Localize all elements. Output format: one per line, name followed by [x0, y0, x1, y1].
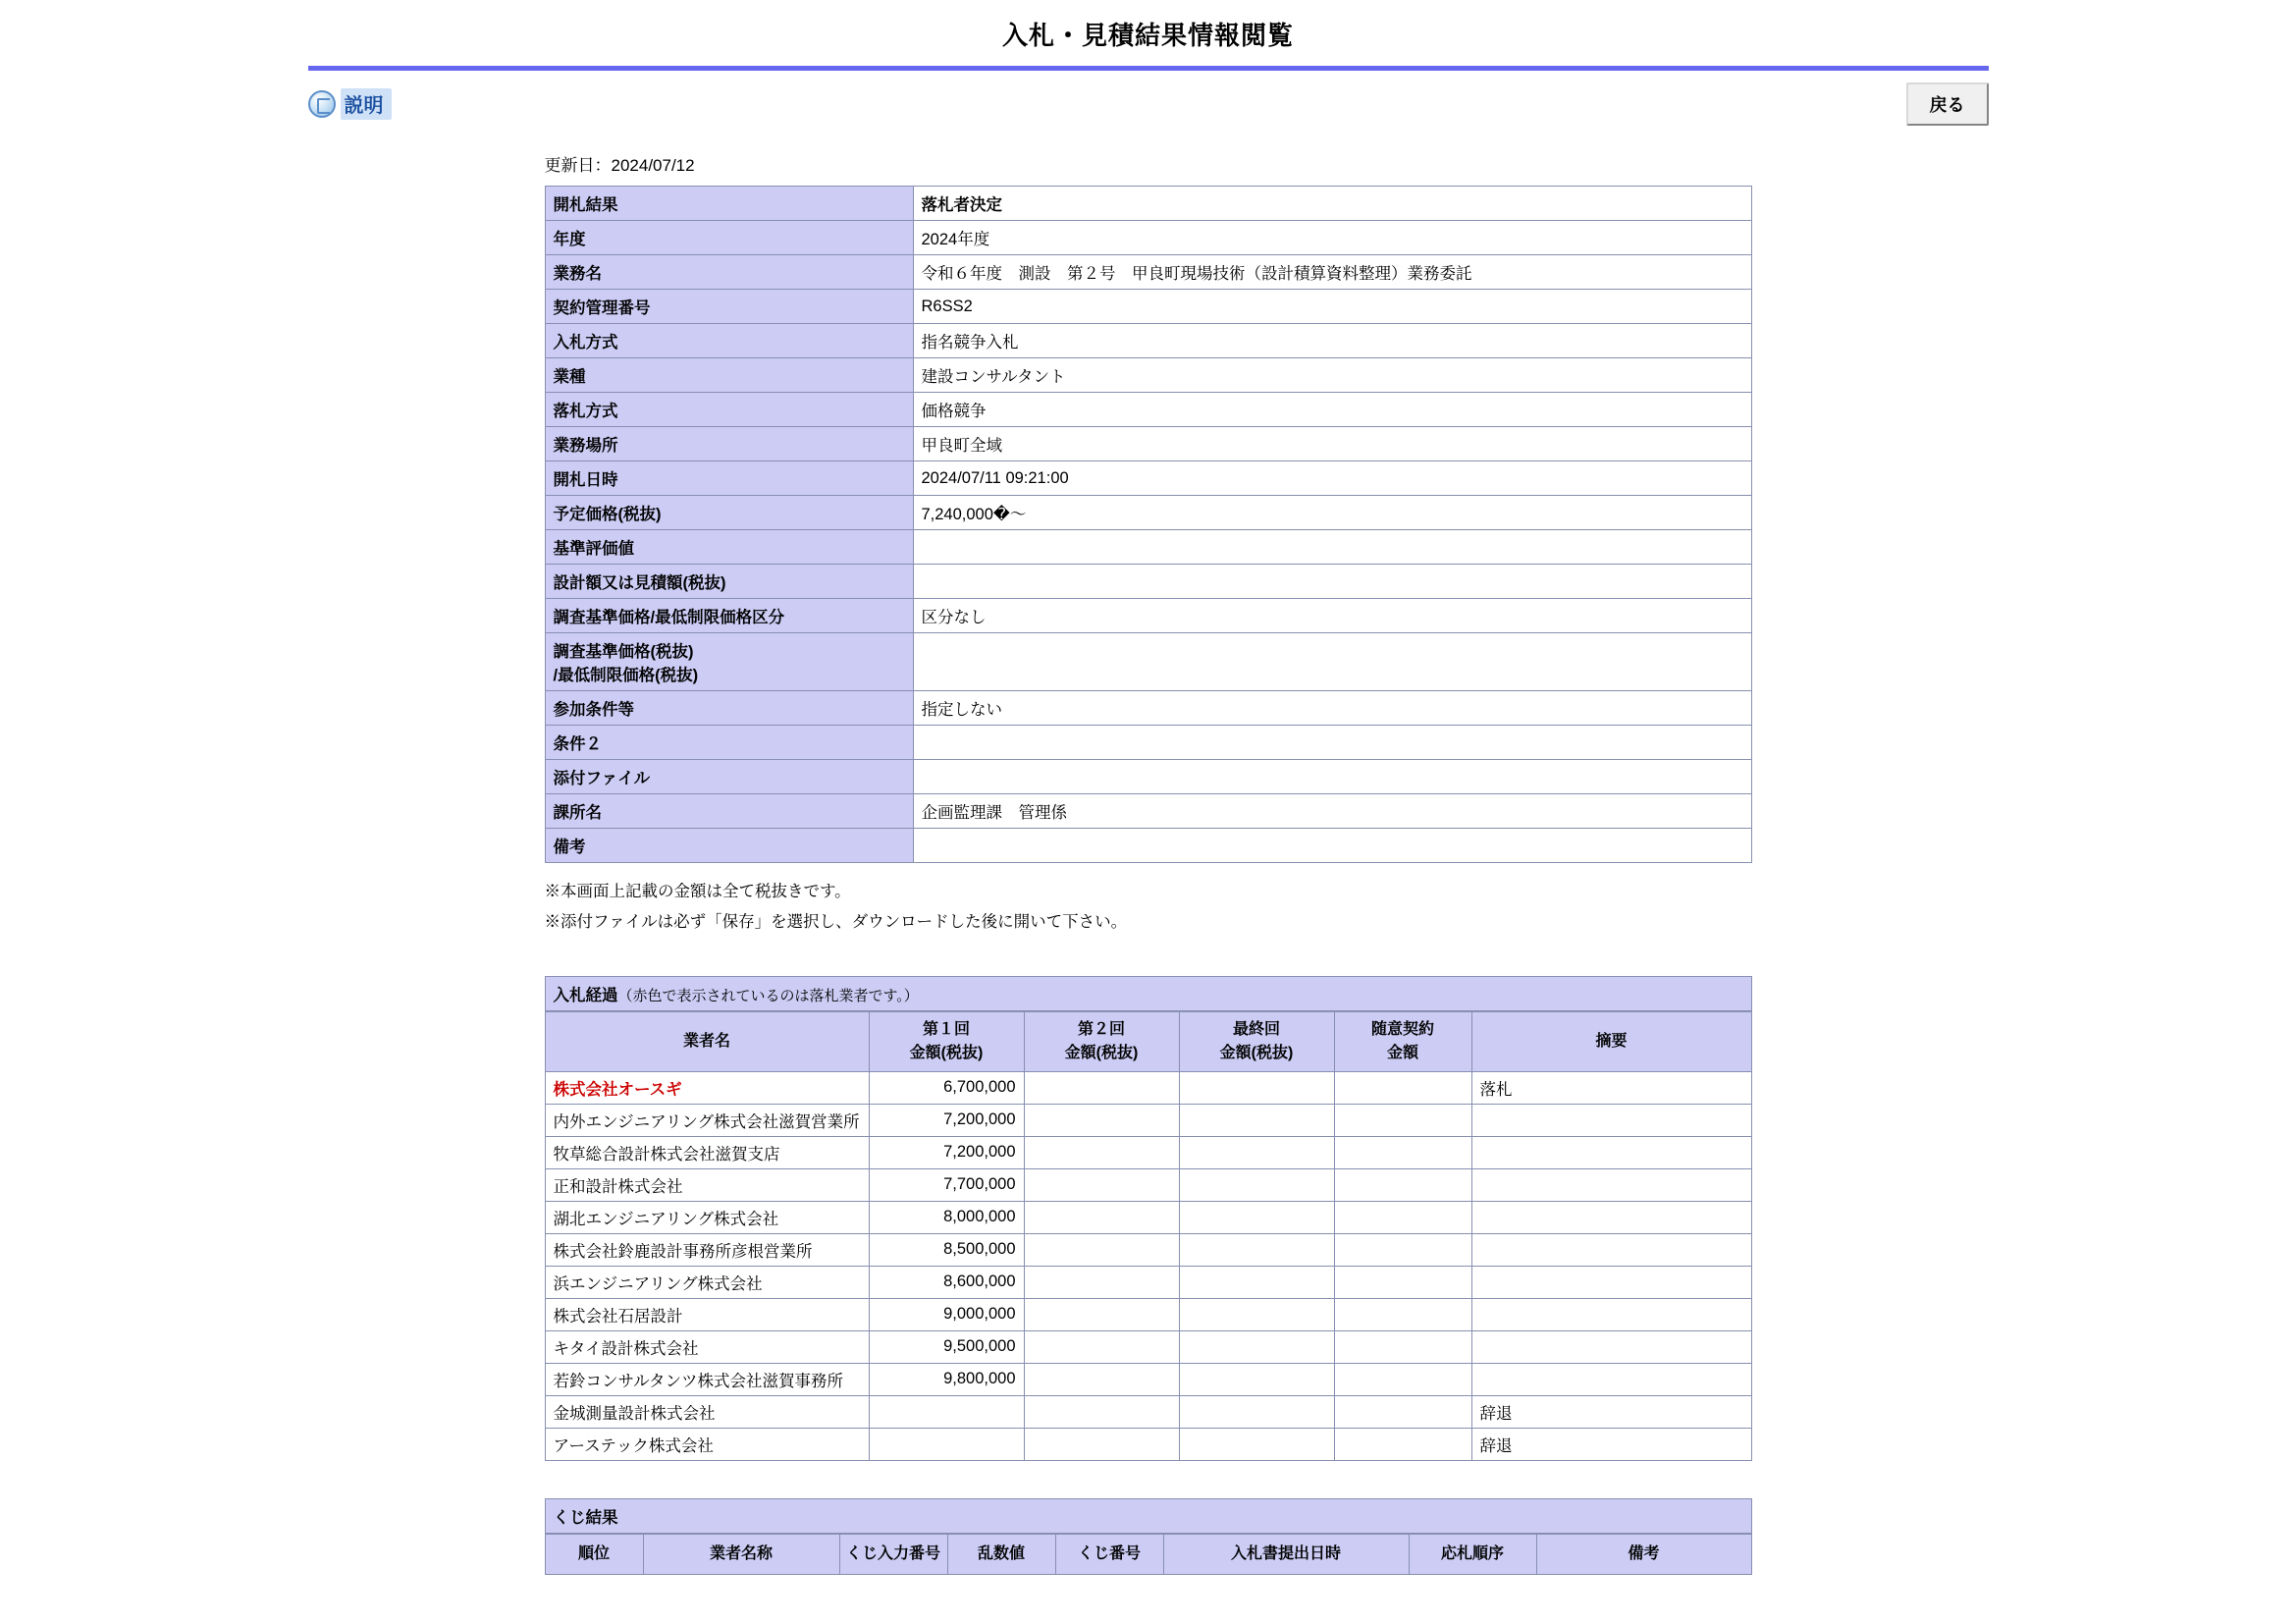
table-row: [545, 1298, 1751, 1330]
bid-column-header: [1334, 1011, 1471, 1071]
bid-cell-nego: [1334, 1330, 1471, 1363]
table-row: [545, 1395, 1751, 1428]
bid-cell-remark: [1471, 1136, 1751, 1168]
info-row-value: 指名競争入札: [913, 324, 1751, 358]
lottery-column-header: 順位: [545, 1534, 643, 1574]
info-row: [545, 829, 1751, 863]
info-row-value: 区分なし: [913, 599, 1751, 633]
info-row: [545, 794, 1751, 829]
bid-cell-r1: 9,500,000: [869, 1330, 1024, 1363]
bid-cell-r1: 8,500,000: [869, 1233, 1024, 1266]
info-row-value: R6SS2: [913, 290, 1751, 324]
lottery-column-header: 業者名称: [643, 1534, 839, 1574]
info-row-label: 基準評価値: [545, 530, 913, 565]
bid-column-header-line1: 業者名: [682, 1032, 730, 1050]
bid-cell-r1: [869, 1428, 1024, 1460]
info-row-value: 7,240,000�～: [913, 496, 1751, 530]
bid-column-header: [1179, 1011, 1334, 1071]
bid-cell-r2: [1024, 1363, 1179, 1395]
info-row: [545, 290, 1751, 324]
table-row: [545, 1428, 1751, 1460]
info-row-value: 企画監理課 管理係: [913, 794, 1751, 829]
info-row: [545, 726, 1751, 760]
bid-cell-nego: [1334, 1233, 1471, 1266]
bid-column-header: [545, 1011, 869, 1071]
bid-cell-r1: 8,600,000: [869, 1266, 1024, 1298]
bid-cell-company: 正和設計株式会社: [545, 1168, 869, 1201]
bid-cell-nego: [1334, 1428, 1471, 1460]
bid-process-header: [545, 976, 1752, 1011]
info-row-label: 契約管理番号: [545, 290, 913, 324]
table-row: [545, 1136, 1751, 1168]
info-row: [545, 393, 1751, 427]
bid-cell-final: [1179, 1266, 1334, 1298]
info-row-label: 開札結果: [545, 187, 913, 221]
bid-cell-company: 株式会社オースギ: [545, 1071, 869, 1104]
bid-column-header-line1: 第１回: [922, 1020, 970, 1038]
bid-cell-nego: [1334, 1071, 1471, 1104]
bid-cell-r2: [1024, 1136, 1179, 1168]
info-row: [545, 427, 1751, 461]
note-line: ※本画面上記載の金額は全て税抜きです。: [544, 883, 851, 900]
bid-cell-company: 内外エンジニアリング株式会社滋賀営業所: [545, 1104, 869, 1136]
table-row: [545, 1233, 1751, 1266]
bid-cell-company: 株式会社鈴鹿設計事務所彦根営業所: [545, 1233, 869, 1266]
info-row-label: 落札方式: [545, 393, 913, 427]
bid-cell-nego: [1334, 1266, 1471, 1298]
bid-cell-final: [1179, 1136, 1334, 1168]
bid-cell-final: [1179, 1298, 1334, 1330]
bid-column-header: [1471, 1011, 1751, 1071]
notes-block: [545, 877, 1752, 939]
info-row-label: 入札方式: [545, 324, 913, 358]
info-row-label: 設計額又は見積額(税抜): [545, 565, 913, 599]
info-row-label: 調査基準価格/最低制限価格区分: [545, 599, 913, 633]
info-row: [545, 461, 1751, 496]
help-link[interactable]: [308, 88, 392, 120]
info-row: [545, 565, 1751, 599]
bid-cell-company: 牧草総合設計株式会社滋賀支店: [545, 1136, 869, 1168]
table-row: [545, 1363, 1751, 1395]
bid-column-header: [1024, 1011, 1179, 1071]
info-row-label: 開札日時: [545, 461, 913, 496]
bid-cell-r2: [1024, 1168, 1179, 1201]
bid-column-header-line1: 随意契約: [1370, 1020, 1434, 1038]
bid-cell-company: アーステック株式会社: [545, 1428, 869, 1460]
bid-process-title: 入札経過: [553, 986, 618, 1004]
lottery-header-row: [545, 1534, 1751, 1574]
bid-process-table: [545, 1011, 1752, 1461]
help-label: 説明: [341, 88, 392, 120]
note-line: ※添付ファイルは必ず「保存」を選択し、ダウンロードした後に開いて下さい。: [544, 913, 1128, 932]
info-row-value: 甲良町全域: [913, 427, 1751, 461]
bid-cell-remark: 落札: [1471, 1071, 1751, 1104]
info-row-value: [913, 633, 1751, 691]
bid-column-header-line2: 金額(税抜): [909, 1044, 984, 1061]
lottery-column-header: 備考: [1536, 1534, 1751, 1574]
bid-cell-r2: [1024, 1071, 1179, 1104]
bid-cell-r1: 7,200,000: [869, 1104, 1024, 1136]
bid-cell-company: 金城測量設計株式会社: [545, 1395, 869, 1428]
bid-cell-nego: [1334, 1298, 1471, 1330]
info-row: [545, 358, 1751, 393]
bid-column-header-line1: 最終回: [1232, 1020, 1280, 1038]
bid-cell-remark: [1471, 1266, 1751, 1298]
info-row-label: 年度: [545, 221, 913, 255]
bid-cell-r2: [1024, 1428, 1179, 1460]
table-row: [545, 1330, 1751, 1363]
bid-process-subtitle: （赤色で表示されているのは落札業者です。）: [617, 987, 919, 1004]
bid-cell-final: [1179, 1071, 1334, 1104]
lottery-header: [545, 1498, 1752, 1534]
lottery-column-header: 入札書提出日時: [1163, 1534, 1409, 1574]
info-row-value: 2024/07/11 09:21:00: [913, 461, 1751, 496]
bid-cell-remark: 辞退: [1471, 1395, 1751, 1428]
info-row-value: [913, 565, 1751, 599]
info-row-value: [913, 829, 1751, 863]
bid-cell-remark: [1471, 1298, 1751, 1330]
bid-column-header-line2: 金額(税抜): [1064, 1044, 1139, 1061]
info-row-label: 業種: [545, 358, 913, 393]
bid-cell-remark: [1471, 1168, 1751, 1201]
bid-cell-nego: [1334, 1395, 1471, 1428]
info-row: [545, 691, 1751, 726]
bid-cell-r2: [1024, 1330, 1179, 1363]
bid-cell-r2: [1024, 1233, 1179, 1266]
info-row: [545, 760, 1751, 794]
info-row-label: 予定価格(税抜): [545, 496, 913, 530]
table-row: [545, 1201, 1751, 1233]
bid-table-header-row: [545, 1011, 1751, 1071]
info-row-value: 2024年度: [913, 221, 1751, 255]
bid-column-header-line1: 第２回: [1077, 1020, 1125, 1038]
info-row-value: 建設コンサルタント: [913, 358, 1751, 393]
bid-cell-nego: [1334, 1201, 1471, 1233]
bid-cell-remark: 辞退: [1471, 1428, 1751, 1460]
info-row: [545, 633, 1751, 691]
table-row: [545, 1071, 1751, 1104]
info-row-label: 備考: [545, 829, 913, 863]
bid-cell-final: [1179, 1428, 1334, 1460]
bid-cell-r1: 7,200,000: [869, 1136, 1024, 1168]
bid-cell-r1: 6,700,000: [869, 1071, 1024, 1104]
bid-cell-r1: 7,700,000: [869, 1168, 1024, 1201]
title-divider: [308, 66, 1989, 71]
bid-cell-r2: [1024, 1298, 1179, 1330]
bid-cell-remark: [1471, 1363, 1751, 1395]
content: [545, 151, 1752, 1575]
bid-cell-final: [1179, 1395, 1334, 1428]
update-date: 更新日：2024/07/12: [544, 156, 695, 175]
bid-cell-nego: [1334, 1136, 1471, 1168]
info-row: [545, 221, 1751, 255]
lottery-table: [545, 1534, 1752, 1575]
info-row-value: [913, 530, 1751, 565]
bid-cell-final: [1179, 1233, 1334, 1266]
info-row-value: 指定しない: [913, 691, 1751, 726]
info-row-label: 条件２: [545, 726, 913, 760]
info-row-value: 落札者決定: [913, 187, 1751, 221]
bid-cell-remark: [1471, 1104, 1751, 1136]
table-row: [545, 1104, 1751, 1136]
bid-cell-final: [1179, 1104, 1334, 1136]
info-row: [545, 187, 1751, 221]
bid-column-header: [869, 1011, 1024, 1071]
bid-cell-r1: 9,000,000: [869, 1298, 1024, 1330]
bid-cell-remark: [1471, 1233, 1751, 1266]
info-row: [545, 599, 1751, 633]
table-row: [545, 1266, 1751, 1298]
bid-info-table: [545, 186, 1752, 863]
lottery-column-header: 乱数値: [947, 1534, 1055, 1574]
info-row-value: 令和６年度 測設 第２号 甲良町現場技術（設計積算資料整理）業務委託: [913, 255, 1751, 290]
bid-cell-company: 湖北エンジニアリング株式会社: [545, 1201, 869, 1233]
bid-cell-r2: [1024, 1104, 1179, 1136]
info-row-value: [913, 726, 1751, 760]
bid-cell-nego: [1334, 1104, 1471, 1136]
bid-cell-final: [1179, 1168, 1334, 1201]
info-row-label: 業務場所: [545, 427, 913, 461]
table-row: [545, 1168, 1751, 1201]
bid-cell-r2: [1024, 1201, 1179, 1233]
info-row-label: 業務名: [545, 255, 913, 290]
bid-column-header-line1: 摘要: [1595, 1032, 1628, 1050]
bid-cell-r2: [1024, 1266, 1179, 1298]
info-row-label: 調査基準価格(税抜) /最低制限価格(税抜): [545, 633, 913, 691]
bid-cell-r2: [1024, 1395, 1179, 1428]
lottery-column-header: くじ番号: [1055, 1534, 1163, 1574]
bid-cell-company: 株式会社石居設計: [545, 1298, 869, 1330]
bid-cell-final: [1179, 1330, 1334, 1363]
bid-cell-remark: [1471, 1330, 1751, 1363]
bid-cell-company: 若鈴コンサルタンツ株式会社滋賀事務所: [545, 1363, 869, 1395]
info-row: [545, 324, 1751, 358]
toolbar: [308, 82, 1989, 126]
lottery-column-header: くじ入力番号: [839, 1534, 947, 1574]
bid-cell-r1: 8,000,000: [869, 1201, 1024, 1233]
bid-cell-final: [1179, 1363, 1334, 1395]
info-row: [545, 255, 1751, 290]
info-row: [545, 530, 1751, 565]
info-row-label: 添付ファイル: [545, 760, 913, 794]
info-row-label: 参加条件等: [545, 691, 913, 726]
bid-column-header-line2: 金額(税抜): [1219, 1044, 1294, 1061]
lottery-column-header: 応札順序: [1409, 1534, 1536, 1574]
document-info-icon: [308, 90, 336, 118]
info-row: [545, 496, 1751, 530]
bid-cell-company: キタイ設計株式会社: [545, 1330, 869, 1363]
bid-column-header-line2: 金額: [1386, 1044, 1418, 1061]
bid-cell-r1: [869, 1395, 1024, 1428]
info-row-value: 価格競争: [913, 393, 1751, 427]
bid-cell-remark: [1471, 1201, 1751, 1233]
info-row-label: 課所名: [545, 794, 913, 829]
lottery-title: くじ結果: [553, 1508, 618, 1527]
page-title: 入札・見積結果情報閲覧: [1001, 21, 1294, 50]
bid-cell-nego: [1334, 1363, 1471, 1395]
bid-cell-r1: 9,800,000: [869, 1363, 1024, 1395]
bid-cell-nego: [1334, 1168, 1471, 1201]
back-button[interactable]: 戻る: [1906, 82, 1989, 126]
bid-cell-final: [1179, 1201, 1334, 1233]
bid-cell-company: 浜エンジニアリング株式会社: [545, 1266, 869, 1298]
info-row-value: [913, 760, 1751, 794]
